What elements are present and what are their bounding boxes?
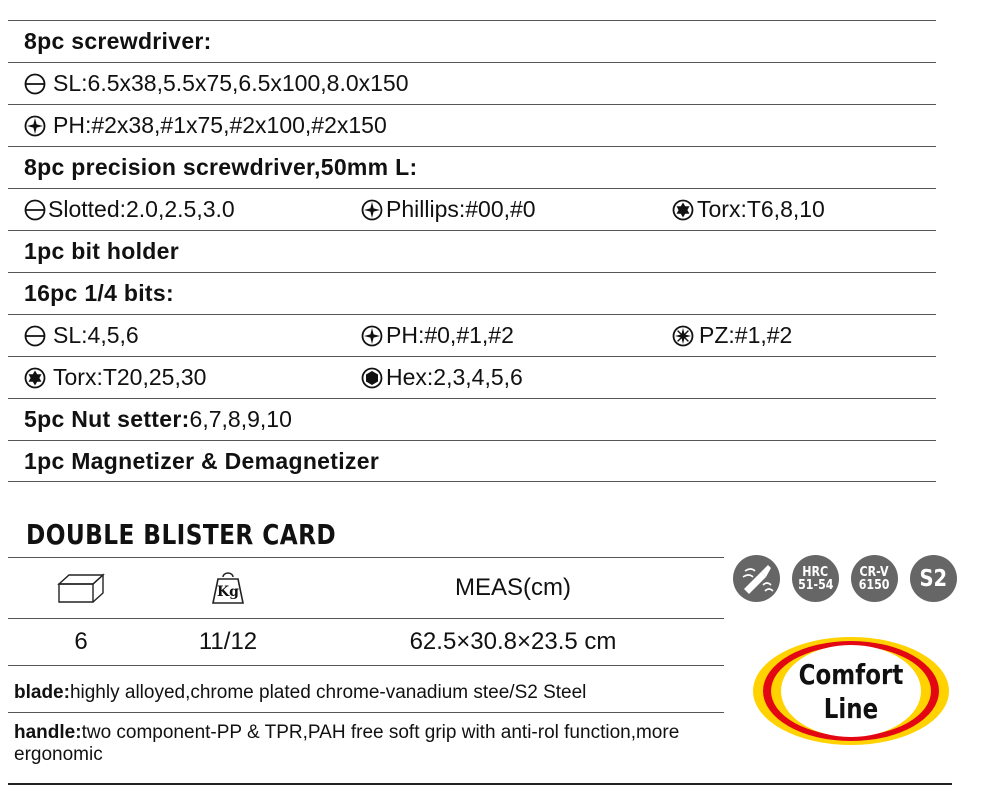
- precision-sizes-row: [8, 188, 936, 230]
- precision-torx-cell: [672, 196, 825, 223]
- bits-pz-cell: [672, 322, 792, 349]
- bits-heading: [8, 272, 936, 314]
- bits-sl-sizes: SL:4,5,6: [53, 322, 139, 348]
- comfort-line-word-1: Comfort: [798, 658, 904, 691]
- crv-badge-top: CR-V: [860, 564, 889, 580]
- bits-sl-cell: [24, 322, 361, 349]
- magnetizer-row: [8, 440, 936, 482]
- magnetic-tip-badge: [733, 555, 780, 602]
- hrc-badge: [792, 555, 839, 602]
- blade-material: [14, 682, 724, 704]
- nut-setter-sizes: 6,7,8,9,10: [189, 406, 292, 432]
- carton-box-icon: [57, 572, 105, 604]
- bits-ph-sizes: PH:#0,#1,#2: [386, 322, 514, 348]
- hrc-badge-top: HRC: [802, 564, 829, 580]
- bits-row-2: [8, 356, 936, 398]
- bits-title: 16pc 1/4 bits:: [24, 280, 174, 306]
- precision-torx-sizes: Torx:T6,8,10: [697, 196, 825, 222]
- meas-value: 62.5×30.8×23.5 cm: [302, 619, 724, 666]
- bits-torx-sizes: Torx:T20,25,30: [53, 364, 207, 390]
- carton-quantity-header: [8, 558, 154, 619]
- comfort-line-word-2: Line: [823, 692, 879, 725]
- phillips-tip-icon: [361, 199, 383, 221]
- blade-text: highly alloyed,chrome plated chrome-vanadium stee/S2 Steel: [69, 682, 587, 703]
- bits-hex-sizes: Hex:2,3,4,5,6: [386, 364, 523, 390]
- material-divider: [8, 712, 724, 713]
- screwdriver-sl-row: [8, 62, 936, 104]
- magnetizer-title: 1pc Magnetizer & Demagnetizer: [24, 447, 380, 474]
- screwdriver-ph-row: [8, 104, 936, 146]
- bits-hex-cell: [361, 364, 672, 391]
- screwdriver-set-heading: [8, 20, 936, 62]
- handle-text: two component-PP & TPR,PAH free soft grip with anti-rol function,more ergonomic: [14, 722, 680, 765]
- weight-value: 11/12: [154, 619, 302, 666]
- slotted-tip-icon: [24, 325, 46, 347]
- phillips-tip-icon: [361, 325, 383, 347]
- precision-phillips-cell: [361, 196, 672, 223]
- pozidriv-tip-icon: [672, 325, 694, 347]
- weight-kg-icon: [210, 571, 246, 605]
- packaging-table: [8, 557, 724, 666]
- bits-pz-sizes: PZ:#1,#2: [699, 322, 793, 348]
- bottom-rule: [8, 783, 952, 785]
- s2-badge: [910, 555, 957, 602]
- screwdriver-sl-sizes: SL:6.5x38,5.5x75,6.5x100,8.0x150: [53, 70, 409, 96]
- packaging-title: DOUBLE BLISTER CARD: [26, 518, 337, 551]
- packaging-values-row: [8, 619, 724, 666]
- screwdriver-set-title: 8pc screwdriver:: [24, 28, 212, 54]
- handle-material: [14, 722, 724, 766]
- torx-tip-icon: [672, 199, 694, 221]
- torx-tip-icon: [24, 367, 46, 389]
- bits-ph-cell: [361, 322, 672, 349]
- nut-setter-title: 5pc Nut setter:: [24, 406, 190, 432]
- spec-table: [8, 20, 936, 482]
- hex-tip-icon: [361, 367, 383, 389]
- precision-set-title: 8pc precision screwdriver,50mm L:: [24, 154, 418, 180]
- feature-badges: [733, 555, 957, 602]
- weight-kg-label: Kg: [217, 584, 239, 600]
- precision-set-heading: [8, 146, 936, 188]
- bit-holder-title: 1pc bit holder: [24, 238, 179, 264]
- slotted-tip-icon: [24, 199, 46, 221]
- comfort-line-text: [770, 658, 932, 726]
- precision-phillips-sizes: Phillips:#00,#0: [386, 196, 536, 222]
- weight-header: [154, 558, 302, 619]
- slotted-tip-icon: [24, 73, 46, 95]
- bits-row-1: [8, 314, 936, 356]
- blade-label: blade:: [14, 682, 70, 703]
- handle-label: handle:: [14, 722, 82, 743]
- packaging-header-row: [8, 558, 724, 619]
- magnetic-tip-icon: [737, 559, 777, 599]
- crv-badge-bottom: 6150: [859, 577, 890, 593]
- carton-quantity-value: 6: [8, 619, 154, 666]
- meas-header: MEAS(cm): [302, 558, 724, 619]
- bits-torx-cell: [24, 364, 361, 391]
- phillips-tip-icon: [24, 115, 46, 137]
- bit-holder-row: [8, 230, 936, 272]
- screwdriver-ph-sizes: PH:#2x38,#1x75,#2x100,#2x150: [53, 112, 387, 138]
- precision-slotted-sizes: Slotted:2.0,2.5,3.0: [48, 196, 235, 222]
- hrc-badge-bottom: 51-54: [797, 577, 834, 593]
- s2-badge-label: S2: [919, 565, 948, 592]
- crv-badge: [851, 555, 898, 602]
- precision-slotted-cell: [24, 196, 361, 223]
- nut-setter-row: [8, 398, 936, 440]
